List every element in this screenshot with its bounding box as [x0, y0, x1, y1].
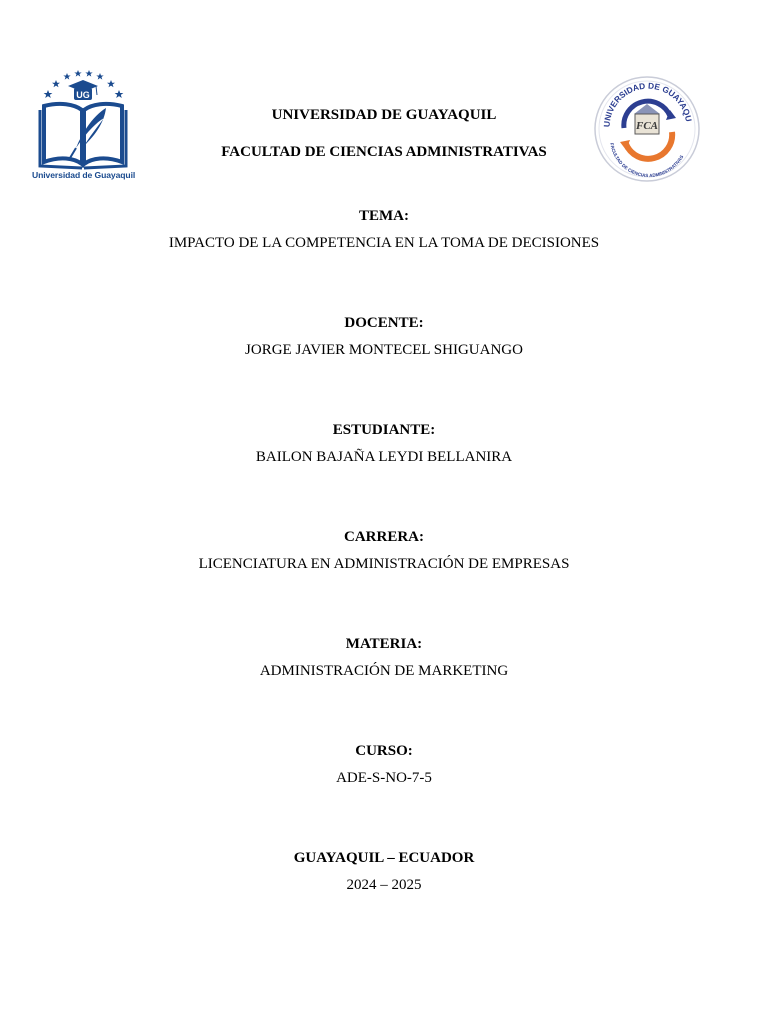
- faculty-title: FACULTAD DE CIENCIAS ADMINISTRATIVAS: [221, 144, 547, 160]
- academic-year: 2024 – 2025: [346, 877, 422, 893]
- subject-value: ADMINISTRACIÓN DE MARKETING: [259, 663, 509, 679]
- svg-text:FACULTAD DE CIENCIAS ADMINISTR: FACULTAD DE CIENCIAS ADMINISTRATIVAS: [609, 142, 685, 179]
- svg-text:UNIVERSIDAD DE GUAYAQUIL: UNIVERSIDAD DE GUAYAQU: [601, 80, 694, 128]
- career-label: CARRERA:: [344, 529, 424, 545]
- topic-label: TEMA:: [359, 208, 409, 224]
- location-label: GUAYAQUIL – ECUADOR: [293, 850, 475, 866]
- career-value: LICENCIATURA EN ADMINISTRACIÓN DE EMPRESAS: [198, 556, 570, 572]
- svg-text:UG: UG: [76, 90, 90, 100]
- course-label: CURSO:: [355, 743, 413, 759]
- subject-label: MATERIA:: [345, 636, 423, 652]
- university-logo-caption: Universidad de Guayaquil: [32, 170, 136, 180]
- faculty-logo: [592, 74, 702, 184]
- faculty-seal-icon: [592, 74, 702, 184]
- course-value: ADE-S-NO-7-5: [336, 770, 432, 786]
- svg-text:FCA: FCA: [635, 120, 659, 132]
- teacher-value: JORGE JAVIER MONTECEL SHIGUANGO: [245, 342, 523, 358]
- university-title: UNIVERSIDAD DE GUAYAQUIL: [271, 107, 497, 123]
- student-value: BAILON BAJAÑA LEYDI BELLANIRA: [255, 449, 513, 465]
- teacher-label: DOCENTE:: [344, 315, 424, 331]
- university-logo: [32, 66, 134, 184]
- topic-value: IMPACTO DE LA COMPETENCIA EN LA TOMA DE DECISIONES: [168, 235, 600, 251]
- student-label: ESTUDIANTE:: [332, 422, 436, 438]
